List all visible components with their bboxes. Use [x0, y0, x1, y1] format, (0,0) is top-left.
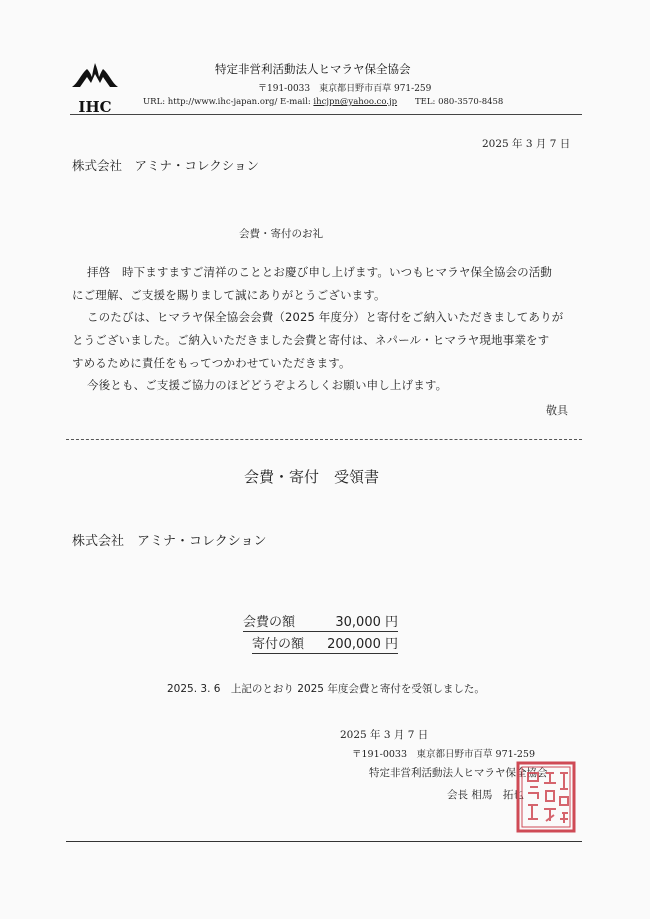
ihc-logo	[72, 60, 118, 114]
footer-rule	[66, 841, 582, 842]
tel-value: 080-3570-8458	[438, 97, 504, 107]
letter-line-1: 拝啓 時下ますますご清祥のこととお慶び申し上げます。いつもヒマラヤ保全協会の活動	[87, 265, 553, 279]
receipt-recipient: 株式会社 アミナ・コレクション	[72, 534, 267, 549]
fee-amount-line	[243, 611, 398, 632]
fee-label: 会費の額	[243, 615, 296, 630]
letter-title: 会費・寄付のお礼	[239, 228, 323, 240]
receipt-confirmation: 2025. 3. 6 上記のとおり 2025 年度会費と寄付を受領しました。	[167, 683, 485, 695]
signature-line	[447, 787, 524, 802]
letter-line-4: とうございました。ご納入いただきました会費と寄付は、ネパール・ヒマラヤ現地事業をす	[72, 333, 550, 347]
email-label: E-mail:	[280, 97, 311, 107]
tel-line	[415, 97, 503, 107]
contact-line	[143, 97, 504, 107]
receipt-address: 〒191-0033 東京都日野市百草 971-259	[352, 749, 536, 760]
letter-date: 2025 年 3 月 7 日	[482, 138, 571, 150]
letter-line-6: 今後とも、ご支援ご協力のほどどうぞよろしくお願い申し上げます。	[87, 378, 448, 392]
url-link[interactable]: http://www.ihc-japan.org/	[167, 97, 278, 107]
url-label: URL:	[143, 97, 166, 107]
org-name: 特定非営利活動法人ヒマラヤ保全協会	[215, 62, 411, 76]
letter-closing: 敬具	[546, 404, 568, 417]
header-rule	[70, 114, 582, 115]
donation-value: 200,000 円	[327, 637, 398, 652]
letter-recipient: 株式会社 アミナ・コレクション	[72, 158, 260, 173]
receipt-title: 会費・寄付 受領書	[244, 468, 380, 486]
donation-amount-line	[252, 633, 398, 654]
organization-seal	[516, 761, 576, 833]
dashed-divider	[66, 439, 582, 440]
fee-value: 30,000 円	[335, 615, 398, 630]
letter-line-3: このたびは、ヒマラヤ保全協会会費（2025 年度分）と寄付をご納入いただきましてありが	[87, 310, 564, 324]
signer-title: 会長	[447, 789, 468, 801]
email-link[interactable]: ihcjpn@yahoo.co.jp	[313, 97, 398, 107]
org-address: 〒191-0033 東京都日野市百草 971-259	[258, 84, 432, 94]
svg-text:IHC: IHC	[78, 98, 112, 114]
signer-name: 相馬 拓也	[471, 789, 524, 801]
letter-line-2: にご理解、ご支援を賜りまして誠にありがとうございます。	[72, 288, 386, 302]
tel-label: TEL:	[415, 97, 436, 107]
receipt-org-name: 特定非営利活動法人ヒマラヤ保全協会	[369, 767, 548, 779]
donation-label: 寄付の額	[252, 637, 305, 652]
letter-line-5: すめるために責任をもってつかわせていただきます。	[72, 356, 351, 370]
receipt-date: 2025 年 3 月 7 日	[340, 729, 429, 741]
